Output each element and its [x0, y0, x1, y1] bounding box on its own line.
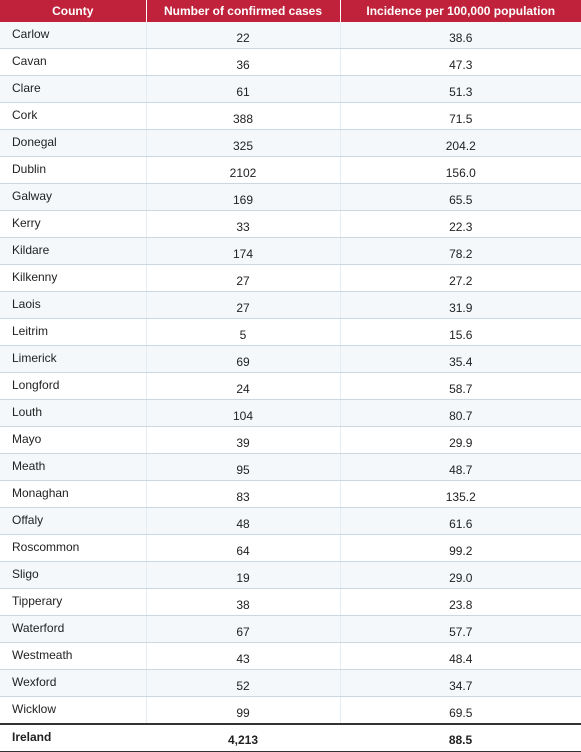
cases-cell: 169	[146, 184, 340, 211]
table-row	[0, 211, 581, 238]
incidence-cell: 31.9	[340, 292, 581, 319]
table-row	[0, 697, 581, 725]
cases-cell: 83	[146, 481, 340, 508]
total-cases-cell: 4,213	[146, 724, 340, 752]
cases-cell: 39	[146, 427, 340, 454]
cases-cell: 104	[146, 400, 340, 427]
incidence-cell: 29.9	[340, 427, 581, 454]
incidence-cell: 51.3	[340, 76, 581, 103]
incidence-cell: 78.2	[340, 238, 581, 265]
county-cell: Limerick	[0, 346, 146, 373]
table-row	[0, 643, 581, 670]
cases-cell: 27	[146, 292, 340, 319]
table-row	[0, 22, 581, 49]
county-cell: Offaly	[0, 508, 146, 535]
table-body	[0, 22, 581, 724]
table-row	[0, 508, 581, 535]
table-row	[0, 319, 581, 346]
county-cell: Kerry	[0, 211, 146, 238]
incidence-cell: 38.6	[340, 22, 581, 49]
county-cell: Wicklow	[0, 697, 146, 725]
county-cell: Sligo	[0, 562, 146, 589]
table-row	[0, 589, 581, 616]
county-cell: Longford	[0, 373, 146, 400]
table-row	[0, 265, 581, 292]
cases-cell: 99	[146, 697, 340, 725]
county-cell: Meath	[0, 454, 146, 481]
incidence-cell: 35.4	[340, 346, 581, 373]
cases-cell: 69	[146, 346, 340, 373]
cases-cell: 24	[146, 373, 340, 400]
incidence-cell: 23.8	[340, 589, 581, 616]
cases-cell: 67	[146, 616, 340, 643]
cases-cell: 27	[146, 265, 340, 292]
county-cell: Cavan	[0, 49, 146, 76]
cases-cell: 64	[146, 535, 340, 562]
table-row	[0, 130, 581, 157]
county-cell: Wexford	[0, 670, 146, 697]
incidence-cell: 69.5	[340, 697, 581, 725]
county-cell: Kilkenny	[0, 265, 146, 292]
table-row	[0, 157, 581, 184]
county-cell: Leitrim	[0, 319, 146, 346]
incidence-cell: 204.2	[340, 130, 581, 157]
header-incidence: Incidence per 100,000 population	[340, 0, 581, 22]
table-row	[0, 49, 581, 76]
table-row	[0, 346, 581, 373]
table-row	[0, 238, 581, 265]
cases-cell: 43	[146, 643, 340, 670]
table-row	[0, 373, 581, 400]
cases-cell: 19	[146, 562, 340, 589]
table-row	[0, 454, 581, 481]
incidence-cell: 57.7	[340, 616, 581, 643]
incidence-cell: 29.0	[340, 562, 581, 589]
table-row	[0, 427, 581, 454]
header-county: County	[0, 0, 146, 22]
table-row	[0, 535, 581, 562]
cases-cell: 22	[146, 22, 340, 49]
table-row	[0, 292, 581, 319]
cases-cell: 38	[146, 589, 340, 616]
incidence-cell: 80.7	[340, 400, 581, 427]
county-cell: Roscommon	[0, 535, 146, 562]
table-row	[0, 481, 581, 508]
table-row	[0, 103, 581, 130]
header-cases: Number of confirmed cases	[146, 0, 340, 22]
county-cell: Kildare	[0, 238, 146, 265]
incidence-cell: 15.6	[340, 319, 581, 346]
county-cell: Mayo	[0, 427, 146, 454]
county-cell: Carlow	[0, 22, 146, 49]
cases-cell: 325	[146, 130, 340, 157]
incidence-cell: 71.5	[340, 103, 581, 130]
total-county-cell: Ireland	[0, 724, 146, 752]
cases-cell: 52	[146, 670, 340, 697]
incidence-cell: 22.3	[340, 211, 581, 238]
table-row	[0, 562, 581, 589]
incidence-cell: 27.2	[340, 265, 581, 292]
cases-cell: 388	[146, 103, 340, 130]
table-header	[0, 0, 581, 22]
county-cell: Tipperary	[0, 589, 146, 616]
county-cell: Waterford	[0, 616, 146, 643]
table-row	[0, 616, 581, 643]
cases-cell: 33	[146, 211, 340, 238]
table-row	[0, 670, 581, 697]
county-cell: Louth	[0, 400, 146, 427]
header-row	[0, 0, 581, 22]
county-cell: Donegal	[0, 130, 146, 157]
cases-cell: 5	[146, 319, 340, 346]
county-cell: Westmeath	[0, 643, 146, 670]
table-row	[0, 184, 581, 211]
county-cell: Laois	[0, 292, 146, 319]
cases-cell: 174	[146, 238, 340, 265]
county-cell: Cork	[0, 103, 146, 130]
incidence-cell: 47.3	[340, 49, 581, 76]
cases-cell: 95	[146, 454, 340, 481]
incidence-cell: 61.6	[340, 508, 581, 535]
incidence-cell: 99.2	[340, 535, 581, 562]
cases-cell: 2102	[146, 157, 340, 184]
incidence-cell: 48.7	[340, 454, 581, 481]
table-footer	[0, 724, 581, 752]
incidence-cell: 156.0	[340, 157, 581, 184]
incidence-cell: 34.7	[340, 670, 581, 697]
incidence-cell: 48.4	[340, 643, 581, 670]
incidence-cell: 58.7	[340, 373, 581, 400]
county-cell: Galway	[0, 184, 146, 211]
table-row	[0, 76, 581, 103]
cases-cell: 61	[146, 76, 340, 103]
incidence-cell: 65.5	[340, 184, 581, 211]
table-row	[0, 400, 581, 427]
cases-cell: 36	[146, 49, 340, 76]
county-cell: Dublin	[0, 157, 146, 184]
total-row	[0, 724, 581, 752]
county-cell: Clare	[0, 76, 146, 103]
incidence-cell: 135.2	[340, 481, 581, 508]
county-cell: Monaghan	[0, 481, 146, 508]
cases-cell: 48	[146, 508, 340, 535]
total-incidence-cell: 88.5	[340, 724, 581, 752]
